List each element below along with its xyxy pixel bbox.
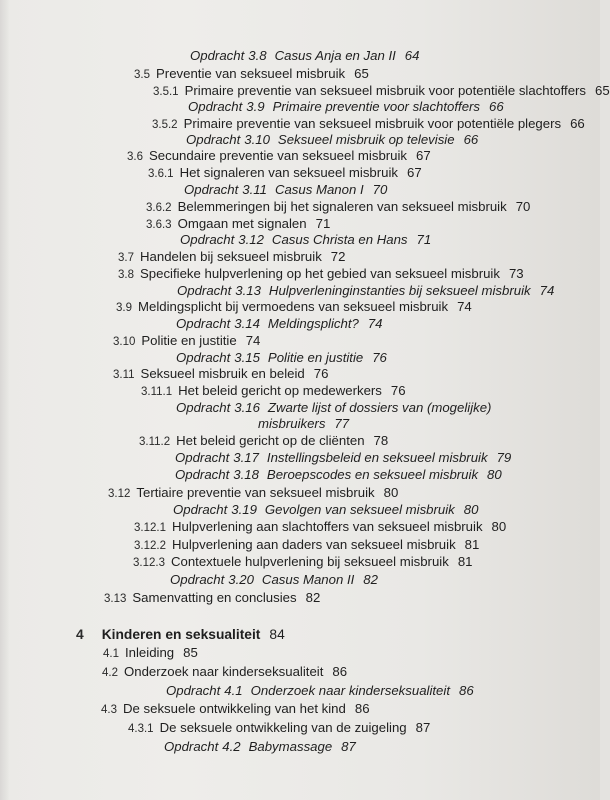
- page-shadow: [0, 0, 10, 800]
- toc-section: 3.11 Seksueel misbruik en beleid 76: [113, 366, 329, 381]
- page-number: 76: [390, 383, 406, 398]
- page-number: 82: [305, 590, 321, 605]
- toc-section: 3.12.2 Hulpverlening aan daders van seksueel misbruik 81: [134, 537, 480, 552]
- page-number: 66: [489, 99, 504, 114]
- page-number: 67: [416, 148, 431, 163]
- page-number: 87: [415, 720, 431, 735]
- toc-opdracht: Opdracht 3.18 Beroepscodes en seksueel misbruik 80: [175, 467, 502, 482]
- toc-section: 3.6 Secundaire preventie van seksueel misbruik 67: [127, 148, 431, 163]
- page-number: 64: [404, 48, 420, 63]
- page-number: 74: [245, 333, 261, 348]
- page-number: 80: [487, 467, 502, 482]
- page-number: 86: [332, 664, 348, 679]
- toc-opdracht: Opdracht 3.10 Seksueel misbruik op televisie 66: [186, 132, 479, 147]
- toc-opdracht: Opdracht 3.9 Primaire preventie voor slachtoffers 66: [188, 99, 504, 114]
- page-number: 70: [515, 199, 531, 214]
- page-number: 71: [315, 216, 331, 231]
- page-number: 66: [570, 116, 585, 131]
- page-number: 74: [367, 316, 383, 331]
- toc-section: 3.6.1 Het signaleren van seksueel misbruik 67: [148, 165, 422, 180]
- toc-opdracht: Opdracht 3.20 Casus Manon II 82: [170, 572, 378, 587]
- page-number: 86: [354, 701, 370, 716]
- page-number: 80: [383, 485, 399, 500]
- toc-opdracht: Opdracht 3.15 Politie en justitie 76: [176, 350, 387, 365]
- page-number: 81: [457, 554, 473, 569]
- toc-section: 3.5 Preventie van seksueel misbruik 65: [134, 66, 369, 81]
- page-number: 86: [458, 683, 474, 698]
- page-number: 82: [363, 572, 378, 587]
- page-number: 76: [372, 350, 387, 365]
- toc-section: 3.10 Politie en justitie 74: [113, 333, 261, 348]
- page-number: 81: [464, 537, 480, 552]
- toc-section: 3.6.2 Belemmeringen bij het signaleren van seksueel misbruik 70: [146, 199, 531, 214]
- toc-section: 3.6.3 Omgaan met signalen 71: [146, 216, 331, 231]
- toc-opdracht: Opdracht 4.2 Babymassage 87: [164, 739, 356, 754]
- toc-chapter: 4 Kinderen en seksualiteit 84: [76, 627, 285, 642]
- toc-section: 3.12.3 Contextuele hulpverlening bij seksueel misbruik 81: [133, 554, 473, 569]
- page-number: 73: [508, 266, 524, 281]
- toc-section: 3.11.2 Het beleid gericht op de cliënten 78: [139, 433, 389, 448]
- toc-opdracht: Opdracht 3.11 Casus Manon I 70: [184, 182, 388, 197]
- page-number: 78: [373, 433, 389, 448]
- toc-continuation: misbruikers 77: [258, 416, 350, 431]
- toc-section: 3.11.1 Het beleid gericht op medewerkers 76: [141, 383, 406, 398]
- toc-section: 4.3.1 De seksuele ontwikkeling van de zuigeling 87: [128, 720, 431, 735]
- toc-opdracht: Opdracht 4.1 Onderzoek naar kinderseksualiteit 86: [166, 683, 474, 698]
- toc-section: 3.12.1 Hulpverlening aan slachtoffers van seksueel misbruik 80: [134, 519, 507, 534]
- page-number: 84: [269, 627, 285, 642]
- toc-section: 3.7 Handelen bij seksueel misbruik 72: [118, 249, 346, 264]
- page-number: 80: [491, 519, 507, 534]
- page-number: 67: [407, 165, 422, 180]
- page-number: 76: [313, 366, 329, 381]
- page-number: 74: [539, 283, 555, 298]
- toc-opdracht: Opdracht 3.13 Hulpverleninginstanties bij seksueel misbruik 74: [177, 283, 555, 298]
- page-number: 80: [463, 502, 479, 517]
- toc-section: 3.9 Meldingsplicht bij vermoedens van seksueel misbruik 74: [116, 299, 472, 314]
- page-number: 87: [341, 739, 356, 754]
- toc-section: 4.2 Onderzoek naar kinderseksualiteit 86: [102, 664, 348, 679]
- toc-section: 4.3 De seksuele ontwikkeling van het kind 86: [101, 701, 370, 716]
- toc-section: 3.12 Tertiaire preventie van seksueel misbruik 80: [108, 485, 399, 500]
- page-number: 66: [463, 132, 479, 147]
- toc-opdracht: Opdracht 3.12 Casus Christa en Hans 71: [180, 232, 432, 247]
- page-number: 65: [595, 83, 610, 98]
- page-number: 71: [416, 232, 432, 247]
- toc-opdracht: Opdracht 3.19 Gevolgen van seksueel misbruik 80: [173, 502, 479, 517]
- page-number: 72: [330, 249, 346, 264]
- toc-opdracht: Opdracht 3.17 Instellingsbeleid en seksueel misbruik 79: [175, 450, 512, 465]
- page-number: 65: [354, 66, 369, 81]
- toc-section: 3.5.2 Primaire preventie van seksueel misbruik voor potentiële plegers 66: [152, 116, 585, 131]
- toc-section: 4.1 Inleiding 85: [103, 645, 198, 660]
- toc-section: 3.5.1 Primaire preventie van seksueel misbruik voor potentiële slachtoffers 65: [153, 83, 610, 98]
- page-number: 85: [183, 645, 198, 660]
- toc-section: 3.8 Specifieke hulpverlening op het gebied van seksueel misbruik 73: [118, 266, 524, 281]
- page-number: 79: [496, 450, 512, 465]
- page-number: 77: [334, 416, 350, 431]
- toc-opdracht: Opdracht 3.16 Zwarte lijst of dossiers van (mogelijke): [176, 400, 492, 415]
- toc-section: 3.13 Samenvatting en conclusies 82: [104, 590, 321, 605]
- toc-opdracht: Opdracht 3.14 Meldingsplicht? 74: [176, 316, 383, 331]
- page-number: 74: [457, 299, 472, 314]
- toc-opdracht: Opdracht 3.8 Casus Anja en Jan II 64: [190, 48, 420, 63]
- page-number: 70: [372, 182, 388, 197]
